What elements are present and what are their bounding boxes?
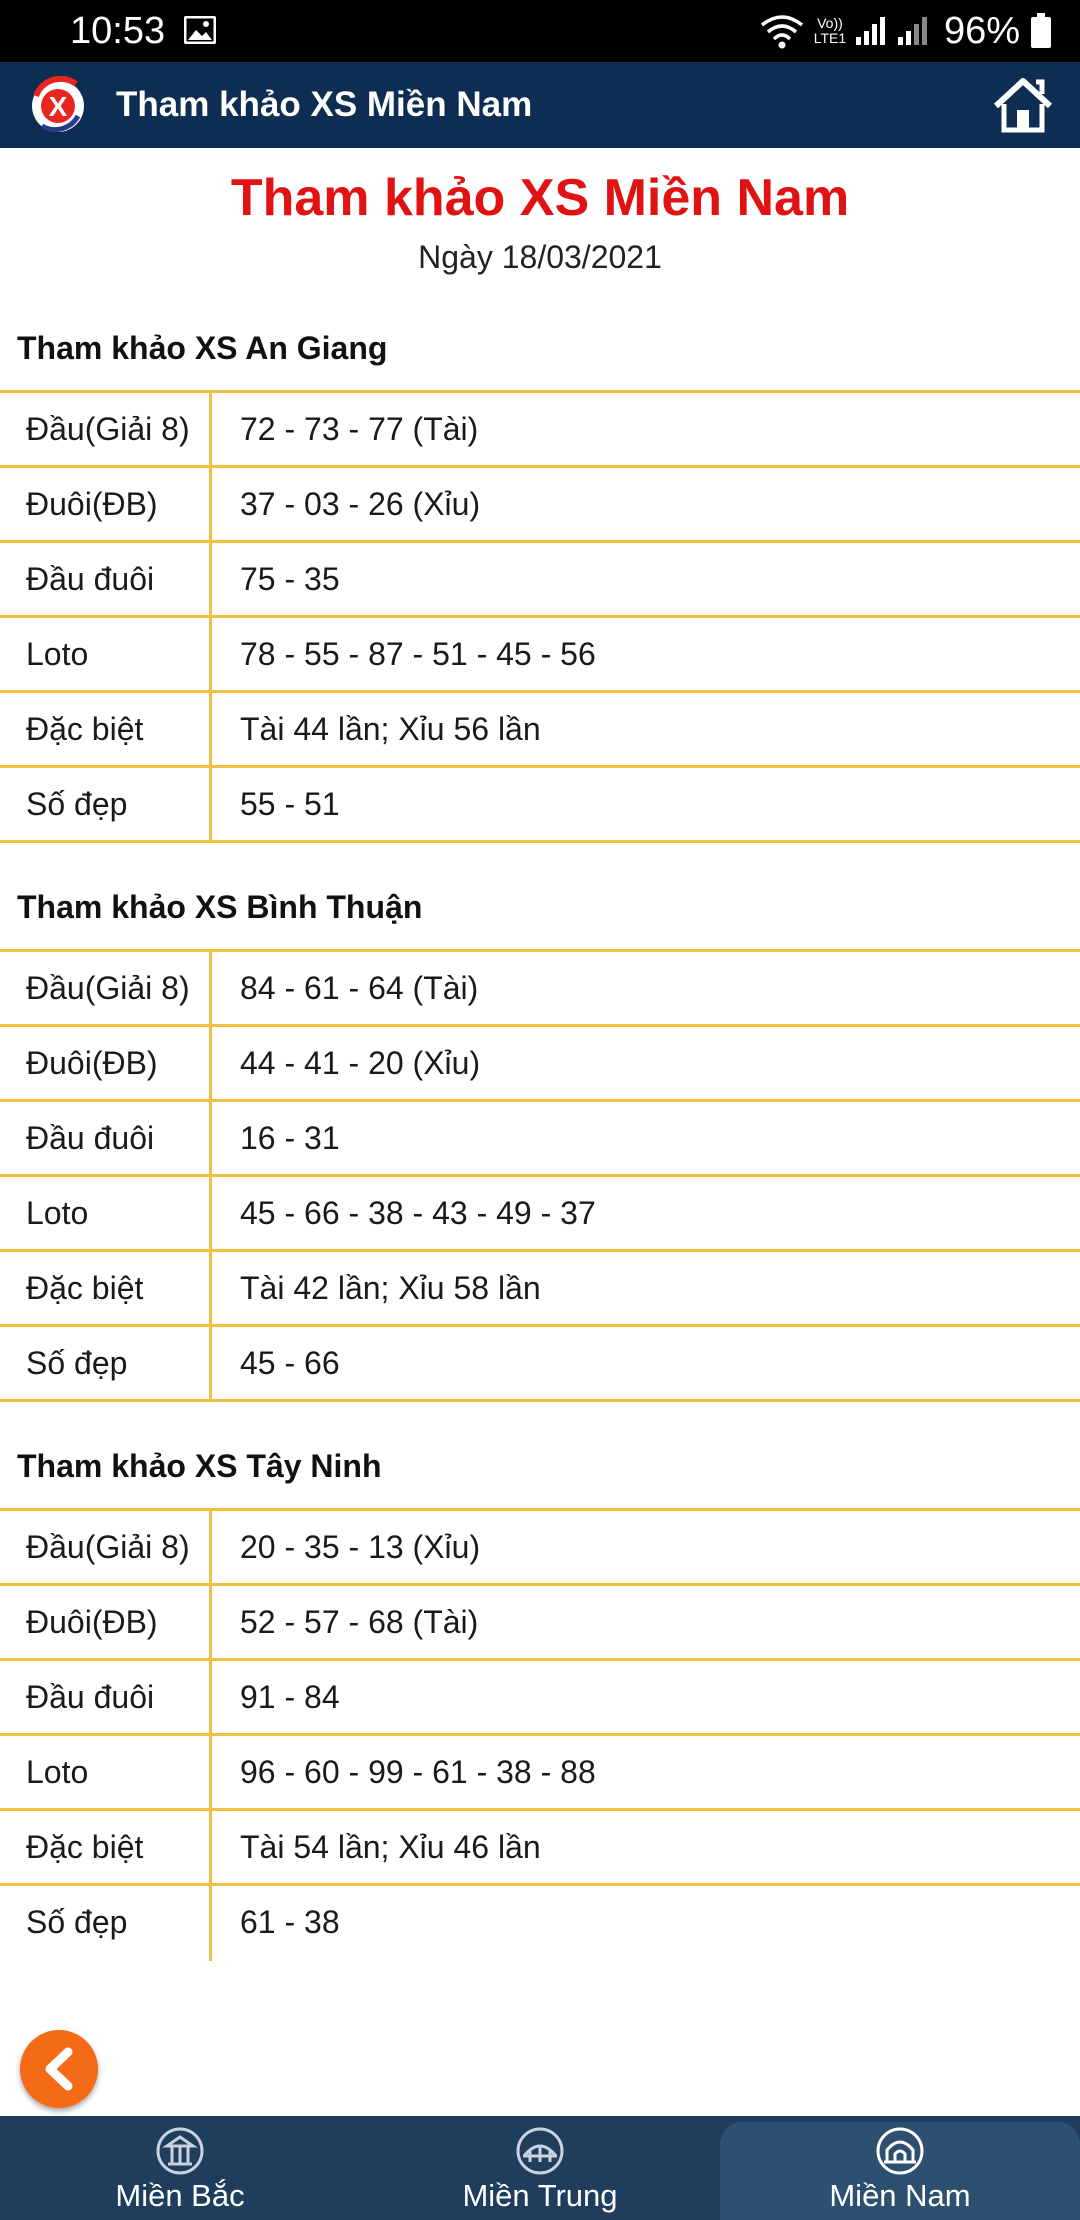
xs-logo-icon (28, 72, 88, 138)
home-icon[interactable] (990, 72, 1056, 138)
app-header (0, 62, 1080, 148)
table-row (0, 468, 1080, 543)
nav-item-mien-trung[interactable] (360, 2116, 720, 2220)
row-value: 84 - 61 - 64 (Tài) (240, 970, 479, 1006)
page-date: Ngày 18/03/2021 (418, 239, 662, 275)
section-title: Tham khảo XS Tây Ninh (17, 1448, 382, 1484)
bottom-nav (0, 2116, 1080, 2220)
row-value: 78 - 55 - 87 - 51 - 45 - 56 (240, 636, 596, 672)
row-value: 61 - 38 (240, 1904, 340, 1940)
row-value: 45 - 66 - 38 - 43 - 49 - 37 (240, 1195, 596, 1231)
battery-icon (1030, 13, 1052, 49)
row-label: Đặc biệt (0, 1252, 212, 1324)
row-value: 91 - 84 (240, 1679, 340, 1715)
table-row (0, 1327, 1080, 1402)
row-value: 75 - 35 (240, 561, 340, 597)
row-label: Đầu đuôi (0, 1102, 212, 1174)
row-label: Đầu đuôi (0, 1661, 212, 1733)
table-row (0, 1252, 1080, 1327)
result-table (0, 949, 1080, 1402)
temple-icon (155, 2126, 205, 2176)
row-label: Loto (0, 1736, 212, 1808)
table-row (0, 1177, 1080, 1252)
row-value: 55 - 51 (240, 786, 340, 822)
table-row (0, 1886, 1080, 1961)
chevron-left-icon (38, 2046, 80, 2092)
row-label: Đầu(Giải 8) (0, 1511, 212, 1583)
status-indicators (760, 8, 1052, 54)
back-button[interactable] (20, 2030, 98, 2108)
table-row (0, 393, 1080, 468)
nav-label: Miền Trung (462, 2178, 618, 2213)
row-value: Tài 44 lần; Xỉu 56 lần (240, 711, 541, 747)
row-label: Đầu đuôi (0, 543, 212, 615)
row-label: Đầu(Giải 8) (0, 952, 212, 1024)
result-table (0, 1508, 1080, 1961)
gallery-notification-icon (184, 16, 216, 44)
row-label: Đuôi(ĐB) (0, 468, 212, 540)
table-row (0, 543, 1080, 618)
nav-label: Miền Nam (829, 2178, 971, 2213)
row-value: 44 - 41 - 20 (Xỉu) (240, 1045, 481, 1081)
nav-item-mien-nam[interactable] (720, 2122, 1080, 2220)
row-label: Loto (0, 618, 212, 690)
result-table (0, 390, 1080, 843)
signal-icon-2 (896, 15, 930, 47)
nav-label: Miền Bắc (115, 2178, 245, 2213)
row-value: Tài 54 lần; Xỉu 46 lần (240, 1829, 541, 1865)
wifi-icon (760, 13, 804, 49)
table-row (0, 693, 1080, 768)
page-title: Tham khảo XS Miền Nam (230, 169, 850, 227)
row-label: Đặc biệt (0, 693, 212, 765)
row-label: Đầu(Giải 8) (0, 393, 212, 465)
row-label: Đuôi(ĐB) (0, 1027, 212, 1099)
table-row (0, 1027, 1080, 1102)
row-value: 37 - 03 - 26 (Xỉu) (240, 486, 481, 522)
section-title: Tham khảo XS Bình Thuận (17, 889, 423, 925)
table-row (0, 618, 1080, 693)
table-row (0, 1661, 1080, 1736)
row-value: 45 - 66 (240, 1345, 340, 1381)
row-label: Đuôi(ĐB) (0, 1586, 212, 1658)
row-value: 16 - 31 (240, 1120, 340, 1156)
row-value: 96 - 60 - 99 - 61 - 38 - 88 (240, 1754, 596, 1790)
landmark-icon (875, 2126, 925, 2176)
row-label: Số đẹp (0, 1886, 212, 1961)
signal-icon-1 (854, 15, 888, 47)
table-row (0, 1586, 1080, 1661)
row-label: Số đẹp (0, 768, 212, 840)
row-value: 20 - 35 - 13 (Xỉu) (240, 1529, 481, 1565)
row-value: 72 - 73 - 77 (Tài) (240, 411, 479, 447)
row-label: Loto (0, 1177, 212, 1249)
nav-item-mien-bac[interactable] (0, 2116, 360, 2220)
row-value: Tài 42 lần; Xỉu 58 lần (240, 1270, 541, 1306)
row-value: 52 - 57 - 68 (Tài) (240, 1604, 479, 1640)
table-row (0, 1736, 1080, 1811)
table-row (0, 952, 1080, 1027)
section-title: Tham khảo XS An Giang (17, 330, 388, 366)
network-type-label: Vo)) LTE1 (813, 15, 847, 46)
status-bar (0, 0, 1080, 62)
table-row (0, 1102, 1080, 1177)
table-row (0, 768, 1080, 843)
app-title: Tham khảo XS Miền Nam (116, 85, 533, 124)
table-row (0, 1811, 1080, 1886)
bridge-icon (515, 2126, 565, 2176)
status-time: 10:53 (70, 10, 166, 52)
table-row (0, 1511, 1080, 1586)
svg-text:X: X (48, 91, 68, 122)
battery-percent: 96% (943, 9, 1020, 52)
row-label: Đặc biệt (0, 1811, 212, 1883)
row-label: Số đẹp (0, 1327, 212, 1399)
